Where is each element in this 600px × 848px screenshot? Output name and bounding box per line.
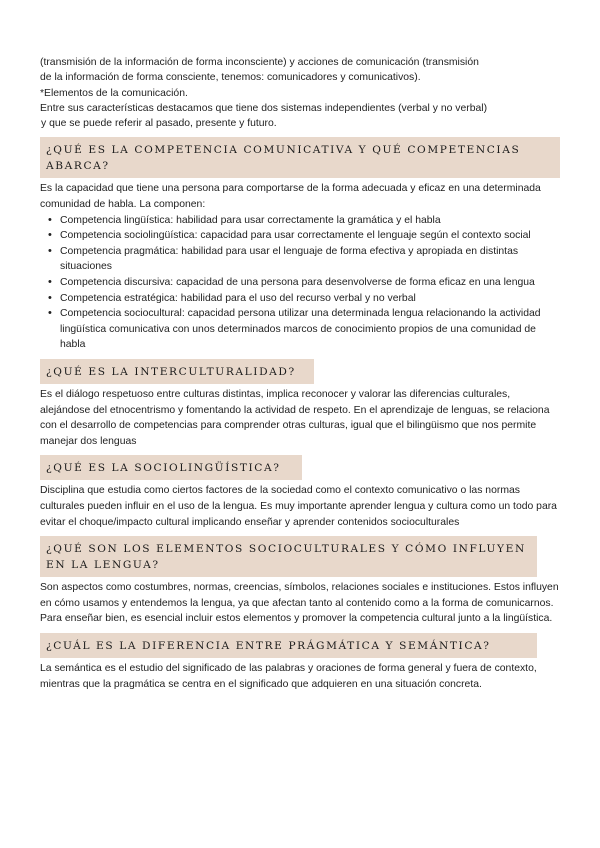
section-body-elementos: Son aspectos como costumbres, normas, creencias, símbolos, relaciones sociales e instituciones. Estos influyen en cómo usamos y entendemos la lengua, ya que afectan tanto al contenido como a la forma de comunicarnos. Para enseñar bien, es esencial incluir estos elementos y promover la competencia cultural junto a la lingüística. [40, 582, 559, 625]
section-heading-pragmatica: ¿CUÁL ES LA DIFERENCIA ENTRE PRÁGMÁTICA Y SEMÁNTICA? [40, 633, 537, 658]
competencias-list [40, 213, 560, 353]
intro-line: Entre sus características destacamos que tiene dos sistemas independientes (verbal y no verbal) [40, 102, 488, 114]
list-item: • Competencia sociocultural: capacidad persona utilizar una determinada lengua relacionando la actividad lingüística comunicativa con unos determinados marcos de conocimiento propios de una comunidad de habla [60, 306, 560, 353]
section-body-sociolinguistica: Disciplina que estudia como ciertos factores de la sociedad como el contexto comunicativo o las normas culturales pueden influir en el uso de la lengua. Es muy importante aprender lengua y cultura como un todo para evitar el choque/impacto cultural implicando enseñar y aprender contenidos socioculturales [40, 485, 557, 528]
section-body-interculturalidad: Es el diálogo respetuoso entre culturas distintas, implica reconocer y valorar las diferencias culturales, alejándose del etnocentrismo y fomentando la actividad de respeto. En el aprendizaje de lenguas, se relaciona con el desarrollo de competencias para comprender otras culturas, igual que el bilingüismo que nos permite manejar dos lenguas [40, 389, 550, 447]
list-item: • Competencia lingüística: habilidad para usar correctamente la gramática y el habla [60, 213, 560, 229]
section-heading-interculturalidad: ¿QUÉ ES LA INTERCULTURALIDAD? [40, 359, 314, 384]
section-body-competencia: Es la capacidad que tiene una persona para comportarse de la forma adecuada y eficaz en una determinada comunidad de habla. La componen: [40, 183, 541, 211]
intro-line: de la información de forma consciente, tenemos: comunicadores y comunicativos). [40, 72, 421, 84]
intro-line: y que se puede referir al pasado, presente y futuro. [41, 118, 277, 130]
list-item: • Competencia estratégica: habilidad para el uso del recurso verbal y no verbal [60, 291, 560, 307]
section-body-pragmatica: La semántica es el estudio del significado de las palabras y oraciones de forma general y fuera de contexto, mientras que la pragmática se centra en el significado que adquieren en una situación concreta. [40, 662, 537, 690]
intro-line: (transmisión de la información de forma inconsciente) y acciones de comunicación (transmisión [40, 57, 479, 68]
intro-line: *Elementos de la comunicación. [40, 87, 188, 99]
section-heading-competencia: ¿QUÉ ES LA COMPETENCIA COMUNICATIVA Y QUÉ COMPETENCIAS ABARCA? [40, 137, 560, 178]
list-item: • Competencia pragmática: habilidad para usar el lenguaje de forma efectiva y apropiada en distintas situaciones [60, 244, 560, 275]
section-heading-elementos: ¿QUÉ SON LOS ELEMENTOS SOCIOCULTURALES Y CÓMO INFLUYEN EN LA LENGUA? [40, 536, 537, 577]
section-heading-sociolinguistica: ¿QUÉ ES LA SOCIOLINGÜÍSTICA? [40, 455, 302, 480]
list-item: • Competencia sociolingüística: capacidad para usar correctamente el lenguaje según el contexto social [60, 228, 560, 244]
intro-paragraph [40, 55, 560, 131]
list-item: • Competencia discursiva: capacidad de una persona para desenvolverse de forma eficaz en una lengua [60, 275, 560, 291]
